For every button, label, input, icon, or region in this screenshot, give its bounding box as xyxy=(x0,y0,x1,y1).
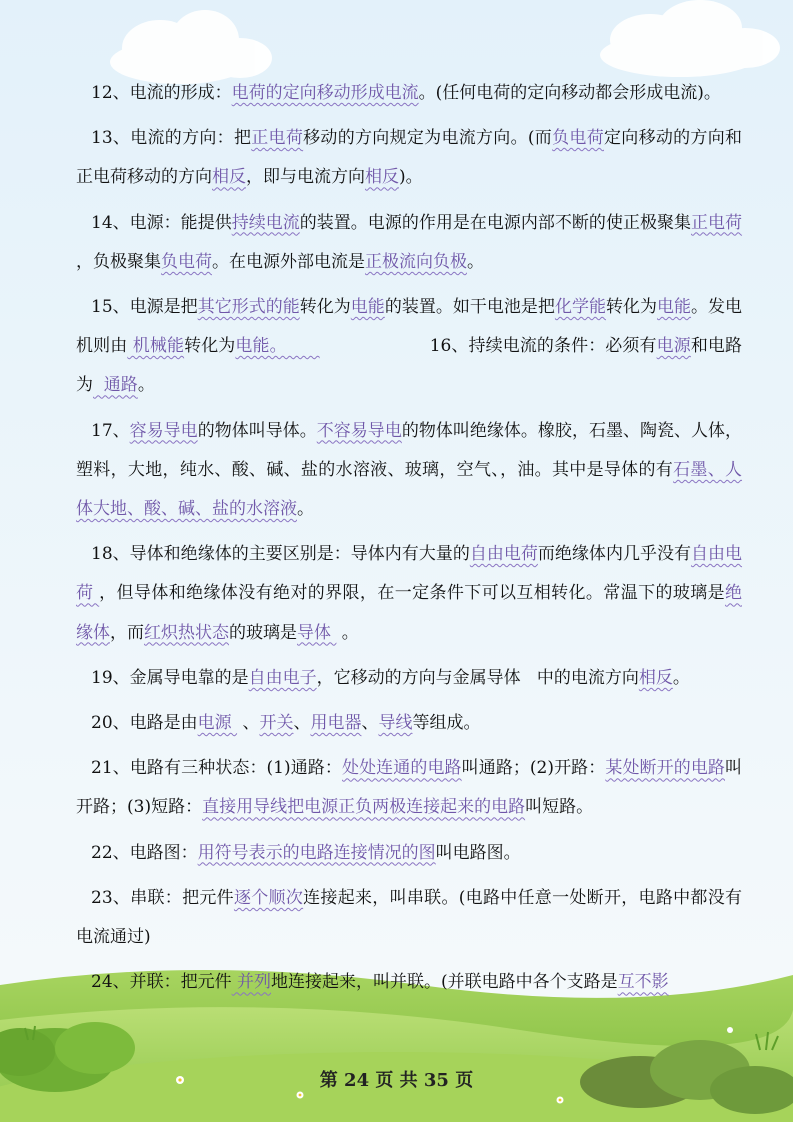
paragraph-text: 的玻璃是 xyxy=(229,622,297,643)
answer-blank: 电能 xyxy=(350,297,385,318)
answer-blank: 处处连通的电路 xyxy=(342,758,462,779)
paragraph-text: 。 xyxy=(672,667,690,688)
paragraph-text: 19、金属导电靠的是 xyxy=(91,667,249,688)
answer-blank: 化学能 xyxy=(554,297,606,318)
paragraph-text: ，而 xyxy=(110,622,144,643)
paragraph-text: 等组成。 xyxy=(412,713,481,734)
paragraph-text: 的物体叫导体。 xyxy=(197,420,317,441)
paragraph xyxy=(76,412,742,530)
answer-blank: 持续电流 xyxy=(231,212,300,233)
paragraph-text: 和电路为 xyxy=(76,336,743,396)
paragraph-text: 定向移动的方向和正电荷移动的方向 xyxy=(76,128,743,188)
paragraph xyxy=(76,119,742,197)
paragraph xyxy=(76,704,742,743)
paragraph-text: 的装置。电源的作用是在电源内部不断的使正极聚集 xyxy=(299,212,691,233)
paragraph-text: 、 xyxy=(293,713,311,734)
paragraph-text: 移动的方向规定为电流方向。(而 xyxy=(303,128,553,149)
paragraph-text: 。 xyxy=(297,499,314,520)
answer-blank: 开关 xyxy=(259,713,294,734)
paragraph-text: 叫电路图。 xyxy=(435,842,521,863)
answer-blank: 直接用导线把电源正负两极连接起来的电路 xyxy=(202,797,526,818)
paragraph-text: 22、电路图： xyxy=(91,842,198,863)
paragraph xyxy=(76,834,742,873)
paragraph-text: 连接起来，叫串联。(电路中任意一处断开，电路中都没有电流通过) xyxy=(76,887,742,948)
paragraph-text: 、 xyxy=(361,713,379,734)
paragraph-text: ，它移动的方向与金属导体 中的电流方向 xyxy=(316,667,639,688)
answer-blank: 自由电荷 xyxy=(76,544,743,604)
paragraph-text: 12、电流的形成： xyxy=(91,83,232,103)
answer-blank: 不容易导电 xyxy=(316,420,402,441)
answer-blank: 负电荷 xyxy=(552,128,604,149)
paragraph-text: 18、导体和绝缘体的主要区别是：导体内有大量的 xyxy=(91,544,470,565)
paragraph xyxy=(76,535,742,653)
answer-blank: 某处断开的电路 xyxy=(605,758,725,779)
answer-blank: 互不影 xyxy=(617,972,669,993)
answer-blank: 电源 xyxy=(197,713,238,734)
paragraph-text: 17、 xyxy=(91,420,130,441)
answer-blank: 其它形式的能 xyxy=(197,297,300,318)
paragraph-text: ，即与电流方向 xyxy=(246,167,365,188)
paragraph-text: 地连接起来，叫并联。(并联电路中各个支路是 xyxy=(271,972,618,993)
answer-blank: 相反 xyxy=(212,167,246,188)
answer-blank: 正电荷 xyxy=(251,128,304,149)
paragraph-text: 叫开路；(3)短路： xyxy=(76,758,742,818)
answer-blank: 容易导电 xyxy=(129,420,198,441)
paragraph-text: 。(任何电荷的定向移动都会形成电流)。 xyxy=(418,83,721,103)
answer-blank: 逐个顺次 xyxy=(233,887,304,908)
paragraph-text: )。 xyxy=(399,167,423,188)
paragraph-text: 23、串联：把元件 xyxy=(91,887,234,908)
paragraph-text: 。发电机则由 xyxy=(76,297,743,357)
paragraph xyxy=(76,204,748,282)
answer-blank: 相反 xyxy=(638,667,673,688)
answer-blank: 相反 xyxy=(365,167,399,188)
paragraph-text: 叫短路。 xyxy=(525,797,594,818)
answer-blank: 正电荷 xyxy=(691,212,743,233)
answer-blank: 石墨、人体大地、酸、碱、盐的水溶液 xyxy=(76,459,743,520)
paragraph-text: 24、并联：把元件 xyxy=(91,972,232,993)
answer-blank: 机械能 xyxy=(127,336,185,357)
paragraph-text: 而绝缘体内几乎没有 xyxy=(537,544,691,565)
page-footer: 第 24 页 共 35 页 xyxy=(319,1070,474,1091)
paragraph xyxy=(76,879,742,957)
paragraph-text: 的装置。如干电池是把 xyxy=(384,297,555,318)
paragraph-text: 。 xyxy=(137,375,155,396)
paragraph-text: 14、电源：能提供 xyxy=(91,212,232,233)
answer-blank: 负电荷 xyxy=(161,251,212,272)
document-body xyxy=(76,74,748,1008)
paragraph-text: ，负极聚集 xyxy=(76,212,748,272)
answer-blank: 红炽热状态 xyxy=(144,622,229,643)
paragraph-text: 21、电路有三种状态：(1)通路： xyxy=(91,758,342,779)
paragraph-text: 转化为 xyxy=(299,297,351,318)
answer-blank: 电能 xyxy=(657,297,692,318)
paragraph-text: ，但导体和绝缘体没有绝对的界限，在一定条件下可以互相转化。常温下的玻璃是 xyxy=(99,583,725,604)
paragraph-text: 16、持续电流的条件：必须有 xyxy=(319,336,657,357)
paragraph-text: 叫通路；(2)开路： xyxy=(461,758,606,779)
paragraph-text: 15、电源是把 xyxy=(91,297,198,318)
answer-blank: 通路 xyxy=(93,375,138,396)
paragraph-text: 。 xyxy=(336,622,359,643)
answer-blank: 导线 xyxy=(378,713,413,734)
paragraph xyxy=(76,963,742,1002)
answer-blank: 电源 xyxy=(656,336,691,357)
paragraph-text: 13、电流的方向：把 xyxy=(91,128,252,149)
paragraph-text: 20、电路是由 xyxy=(91,713,198,734)
paragraph-text: 的物体叫绝缘体。橡胶，石墨、陶瓷、人体，塑料，大地，纯水、酸、碱、盐的水溶液、玻璃，空气、，油。其中是导体的有 xyxy=(76,420,743,480)
answer-blank: 绝缘体 xyxy=(76,583,742,643)
paragraph xyxy=(76,749,742,827)
paragraph-text: 、 xyxy=(237,713,260,734)
paragraph xyxy=(76,74,742,113)
answer-blank: 电荷的定向移动形成电流 xyxy=(231,83,419,103)
answer-blank: 自由电子 xyxy=(248,667,317,688)
paragraph xyxy=(76,659,742,698)
paragraph-text: 转化为 xyxy=(184,336,236,357)
answer-blank: 电能。 xyxy=(235,336,320,357)
paragraph-text: 。在电源外部电流是 xyxy=(212,251,365,272)
paragraph-text: 转化为 xyxy=(605,297,657,318)
answer-blank: 正极流向负极 xyxy=(365,251,467,272)
answer-blank: 用符号表示的电路连接情况的图 xyxy=(197,842,436,863)
paragraph-text: 。 xyxy=(467,251,484,272)
paragraph xyxy=(76,288,742,406)
answer-blank: 导体 xyxy=(297,622,337,643)
answer-blank: 用电器 xyxy=(310,713,362,734)
answer-blank: 并列 xyxy=(231,972,272,993)
answer-blank: 自由电荷 xyxy=(469,544,538,565)
